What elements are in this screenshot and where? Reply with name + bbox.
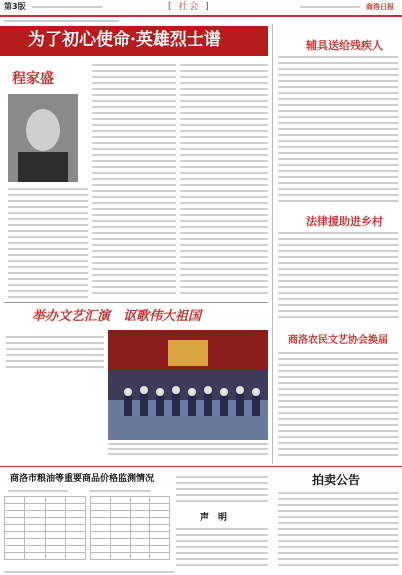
table-row (91, 504, 170, 511)
footer-line (4, 571, 174, 573)
photo-story-caption-left (6, 336, 104, 372)
section-label: 社会 (178, 2, 201, 12)
table-row (91, 525, 170, 532)
price-monitor-subtitle-1 (8, 490, 68, 492)
notice-body-top (176, 476, 268, 506)
price-table-1 (4, 496, 86, 560)
table-row (91, 511, 170, 518)
table-row (5, 518, 86, 525)
table-row (5, 553, 86, 560)
photo-story-caption (108, 443, 268, 455)
section-bracket-left: [ (168, 2, 174, 12)
table-row (91, 546, 170, 553)
masthead-info (32, 6, 102, 8)
section-name (168, 3, 211, 12)
story3-body (278, 352, 398, 460)
lower-section-rule (0, 466, 402, 467)
table-row (5, 511, 86, 518)
notice-body (176, 528, 268, 568)
table-row (5, 497, 86, 504)
price-monitor-subtitle-2 (90, 490, 150, 492)
notice-title: 声 明 (200, 513, 228, 523)
masthead-date (300, 6, 360, 8)
table-row (5, 525, 86, 532)
price-table-2 (90, 496, 170, 560)
story3-title: 商洛农民文艺协会换届 (288, 335, 388, 346)
story1-title: 辅具送给残疾人 (306, 39, 383, 52)
hero-portrait (8, 94, 78, 182)
table-row (91, 553, 170, 560)
hero-name: 程家盛 (12, 71, 54, 87)
table-row (5, 532, 86, 539)
auction-body (278, 492, 398, 568)
table-row (91, 532, 170, 539)
feature-col-2 (92, 64, 176, 298)
page-number: 第3版 (4, 2, 26, 11)
photo-story-image (108, 330, 268, 440)
table-row (91, 497, 170, 504)
masthead-rule (0, 15, 402, 17)
story1-body (278, 56, 398, 206)
table-row (5, 504, 86, 511)
photo-story-photo (108, 330, 268, 440)
feature-col-3 (180, 64, 268, 298)
story2-title: 法律援助进乡村 (306, 215, 383, 228)
brand-logo: 商洛日报 (366, 2, 394, 11)
price-monitor-title: 商洛市粮油等重要商品价格监测情况 (10, 474, 155, 484)
hero-portrait-image (8, 94, 78, 182)
photo-story-headline: 举办文艺汇演 讴歌伟大祖国 (32, 309, 202, 324)
feature-banner-title: 为了初心使命·英雄烈士谱 (28, 30, 221, 50)
story2-body (278, 232, 398, 322)
table-row (5, 546, 86, 553)
nav-line (4, 20, 119, 22)
table-row (5, 539, 86, 546)
section-bracket-right: ] (205, 2, 211, 12)
feature-col-1 (8, 188, 88, 298)
photo-story-top-rule (4, 302, 268, 303)
table-row (91, 539, 170, 546)
column-divider (272, 24, 273, 464)
table-row (91, 518, 170, 525)
auction-title: 拍卖公告 (312, 473, 361, 487)
